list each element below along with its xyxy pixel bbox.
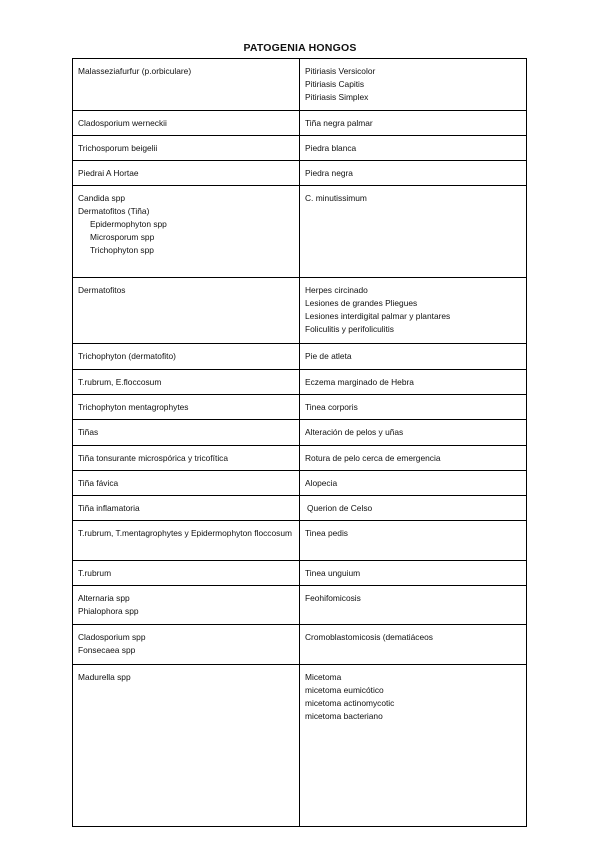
disease-cell (300, 446, 527, 471)
disease-cell (300, 561, 527, 586)
table-row (73, 136, 527, 161)
pathogen-cell (73, 521, 300, 561)
disease-cell (300, 471, 527, 496)
pathogen-cell (73, 136, 300, 161)
pathogen-cell (73, 395, 300, 420)
disease-cell (300, 625, 527, 665)
disease-text: Pitiriasis Versicolor (305, 66, 376, 76)
pathogen-text: T.rubrum, T.mentagrophytes y Epidermophyton floccosum (78, 528, 292, 538)
disease-text: Lesiones de grandes Pliegues (305, 298, 418, 308)
table-row (73, 665, 527, 827)
disease-cell (300, 496, 527, 521)
disease-cell (300, 278, 527, 344)
disease-cell (300, 665, 527, 827)
pathogen-text: Epidermophyton spp (90, 219, 167, 229)
disease-text: Tiña negra palmar (305, 118, 373, 128)
disease-text: Piedra negra (305, 168, 353, 178)
disease-text: Pitiriasis Capitis (305, 79, 365, 89)
disease-text: Cromoblastomicosis (dematiáceos (305, 632, 433, 642)
disease-text: Tinea unguium (305, 568, 361, 578)
pathogen-cell (73, 186, 300, 278)
pathogen-text: Madurella spp (78, 672, 131, 682)
disease-cell (300, 395, 527, 420)
pathogen-cell (73, 561, 300, 586)
pathogen-cell (73, 496, 300, 521)
disease-text: Foliculitis y perifoliculitis (305, 324, 394, 334)
disease-text: Rotura de pelo cerca de emergencia (305, 453, 441, 463)
table-row (73, 496, 527, 521)
table-row (73, 625, 527, 665)
pathogen-text: T.rubrum (78, 568, 112, 578)
table-row (73, 278, 527, 344)
disease-text: C. minutissimum (305, 193, 367, 203)
pathogen-text: Cladosporium spp (78, 632, 146, 642)
disease-text: Eczema marginado de Hebra (305, 377, 414, 387)
table-row (73, 186, 527, 278)
disease-cell (300, 59, 527, 111)
disease-text: Feohifomicosis (305, 593, 361, 603)
pathogen-text: Microsporum spp (90, 232, 155, 242)
pathogen-text: Piedrai A Hortae (78, 168, 139, 178)
table-row (73, 161, 527, 186)
pathogen-table (72, 58, 527, 827)
pathogen-cell (73, 420, 300, 446)
table-row (73, 111, 527, 136)
disease-cell (300, 420, 527, 446)
pathogen-cell (73, 59, 300, 111)
disease-text: Piedra blanca (305, 143, 357, 153)
pathogen-text: Trichophyton mentagrophytes (78, 402, 189, 412)
table-row (73, 370, 527, 395)
table-row (73, 521, 527, 561)
disease-cell (300, 111, 527, 136)
pathogen-text: Malasseziafurfur (p.orbiculare) (78, 66, 192, 76)
pathogen-text: Tiñas (78, 427, 99, 437)
disease-text: Lesiones interdigital palmar y plantares (305, 311, 451, 321)
pathogen-text: Tiña tonsurante microspórica y tricofítica (78, 453, 229, 463)
table-row (73, 446, 527, 471)
pathogen-text: Phialophora spp (78, 606, 139, 616)
disease-cell (300, 370, 527, 395)
pathogen-text: Cladosporium werneckii (78, 118, 167, 128)
pathogen-text: T.rubrum, E.floccosum (78, 377, 162, 387)
table-row (73, 59, 527, 111)
disease-text: Pitiriasis Simplex (305, 92, 369, 102)
pathogen-text: Candida spp (78, 193, 126, 203)
pathogen-cell (73, 471, 300, 496)
pathogen-text: Trichosporum beigelii (78, 143, 158, 153)
disease-cell (300, 136, 527, 161)
disease-cell (300, 161, 527, 186)
disease-text: Tinea corporis (305, 402, 358, 412)
table-row (73, 561, 527, 586)
table-row (73, 395, 527, 420)
pathogen-cell (73, 370, 300, 395)
disease-text: Tinea pedis (305, 528, 348, 538)
pathogen-text: Fonsecaea spp (78, 645, 136, 655)
disease-text: Pie de atleta (305, 351, 352, 361)
pathogen-cell (73, 111, 300, 136)
pathogen-cell (73, 665, 300, 827)
disease-cell (300, 521, 527, 561)
disease-cell (300, 186, 527, 278)
pathogen-text: Trichophyton (dermatofito) (78, 351, 176, 361)
disease-text: micetoma eumicótico (305, 685, 384, 695)
disease-cell (300, 586, 527, 625)
table-row (73, 471, 527, 496)
disease-text: Alopecia (305, 478, 338, 488)
disease-cell (300, 344, 527, 370)
pathogen-text: Tiña fávica (78, 478, 119, 488)
pathogen-cell (73, 446, 300, 471)
disease-text: micetoma actinomycotic (305, 698, 395, 708)
pathogen-cell (73, 161, 300, 186)
pathogen-cell (73, 344, 300, 370)
disease-text: Querion de Celso (307, 503, 373, 513)
disease-text: Herpes circinado (305, 285, 368, 295)
pathogen-text: Dermatofitos (Tiña) (78, 206, 150, 216)
table-row (73, 586, 527, 625)
disease-text: Alteración de pelos y uñas (305, 427, 404, 437)
table-row (73, 344, 527, 370)
pathogen-text: Dermatofitos (78, 285, 126, 295)
disease-text: Micetoma (305, 672, 342, 682)
pathogen-text: Trichophyton spp (90, 245, 154, 255)
pathogen-text: Tiña inflamatoria (78, 503, 140, 513)
table-row (73, 420, 527, 446)
pathogen-cell (73, 625, 300, 665)
pathogen-cell (73, 586, 300, 625)
disease-text: micetoma bacteriano (305, 711, 383, 721)
pathogen-cell (73, 278, 300, 344)
page-title: PATOGENIA HONGOS (243, 42, 357, 54)
pathogen-text: Alternaria spp (78, 593, 130, 603)
